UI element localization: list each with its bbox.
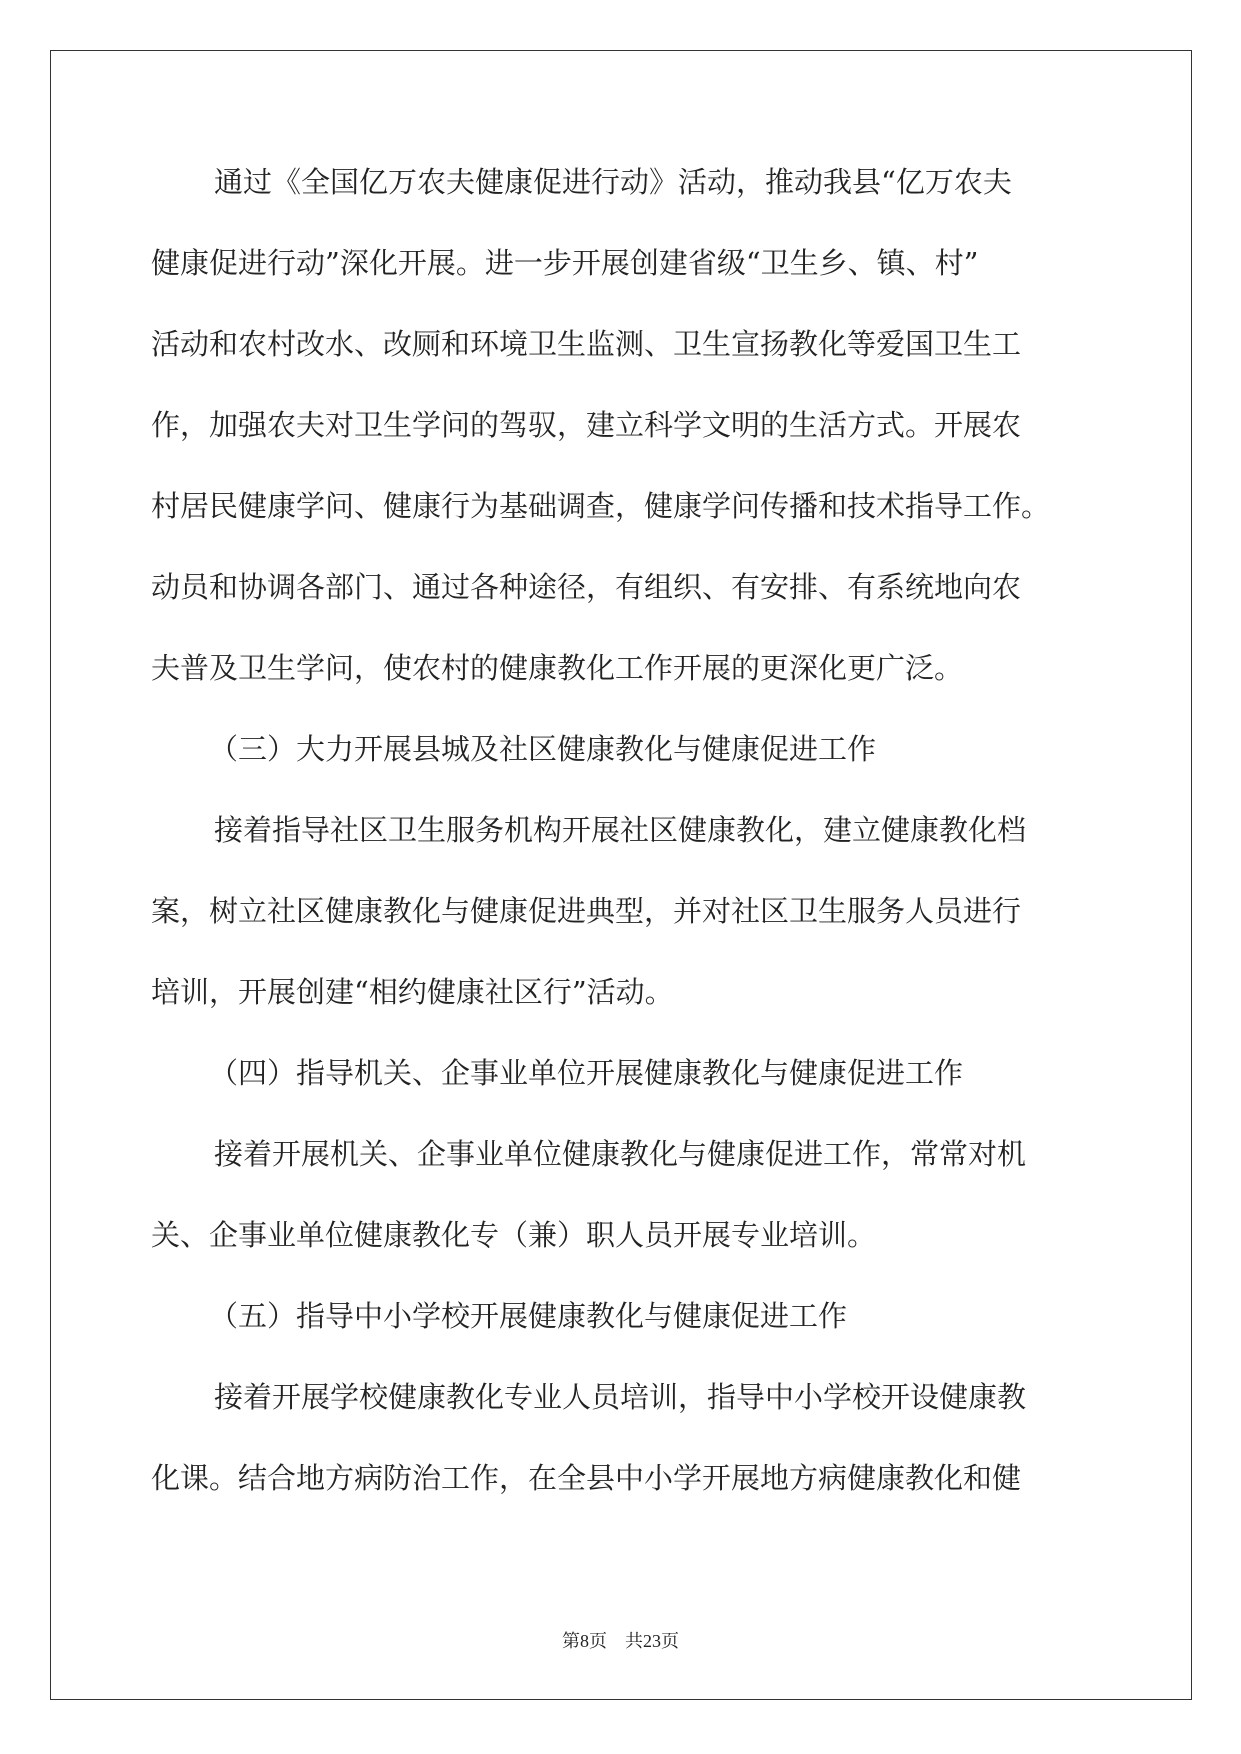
text-line: 接着指导社区卫生服务机构开展社区健康教化，建立健康教化档: [214, 813, 1027, 847]
section-heading: （四）指导机关、企事业单位开展健康教化与健康促进工作: [209, 1056, 964, 1090]
section-heading: （五）指导中小学校开展健康教化与健康促进工作: [209, 1299, 848, 1333]
text-line: 化课。结合地方病防治工作，在全县中小学开展地方病健康教化和健: [151, 1461, 1022, 1495]
page-suffix: 页: [589, 1631, 607, 1651]
page-footer: [0, 1627, 1241, 1653]
page-prefix: 第: [562, 1631, 580, 1651]
text-line: 案，树立社区健康教化与健康促进典型，并对社区卫生服务人员进行: [151, 894, 1022, 928]
total-pages: 23: [643, 1631, 661, 1651]
text-line: 作，加强农夫对卫生学问的驾驭，建立科学文明的生活方式。开展农: [151, 408, 1022, 442]
section-heading: （三）大力开展县城及社区健康教化与健康促进工作: [209, 732, 877, 766]
text-line: 接着开展学校健康教化专业人员培训，指导中小学校开设健康教: [214, 1380, 1027, 1414]
document-body: [151, 160, 1101, 1537]
text-line: 关、企事业单位健康教化专（兼）职人员开展专业培训。: [151, 1218, 877, 1252]
text-line: 夫普及卫生学问，使农村的健康教化工作开展的更深化更广泛。: [151, 651, 964, 685]
total-prefix: 共: [625, 1631, 643, 1651]
text-line: 动员和协调各部门、通过各种途径，有组织、有安排、有系统地向农: [151, 570, 1022, 604]
text-line: 活动和农村改水、改厕和环境卫生监测、卫生宣扬教化等爱国卫生工: [151, 327, 1022, 361]
text-line: 培训，开展创建“相约健康社区行”活动。: [151, 975, 674, 1009]
text-line: 接着开展机关、企事业单位健康教化与健康促进工作，常常对机: [214, 1137, 1027, 1171]
text-line: 健康促进行动”深化开展。进一步开展创建省级“卫生乡、镇、村”: [151, 246, 979, 280]
text-line: 村居民健康学问、健康行为基础调查，健康学问传播和技术指导工作。: [151, 489, 1051, 523]
page-number: 8: [580, 1631, 589, 1651]
text-line: 通过《全国亿万农夫健康促进行动》活动，推动我县“亿万农夫: [214, 165, 1012, 199]
total-suffix: 页: [661, 1631, 679, 1651]
